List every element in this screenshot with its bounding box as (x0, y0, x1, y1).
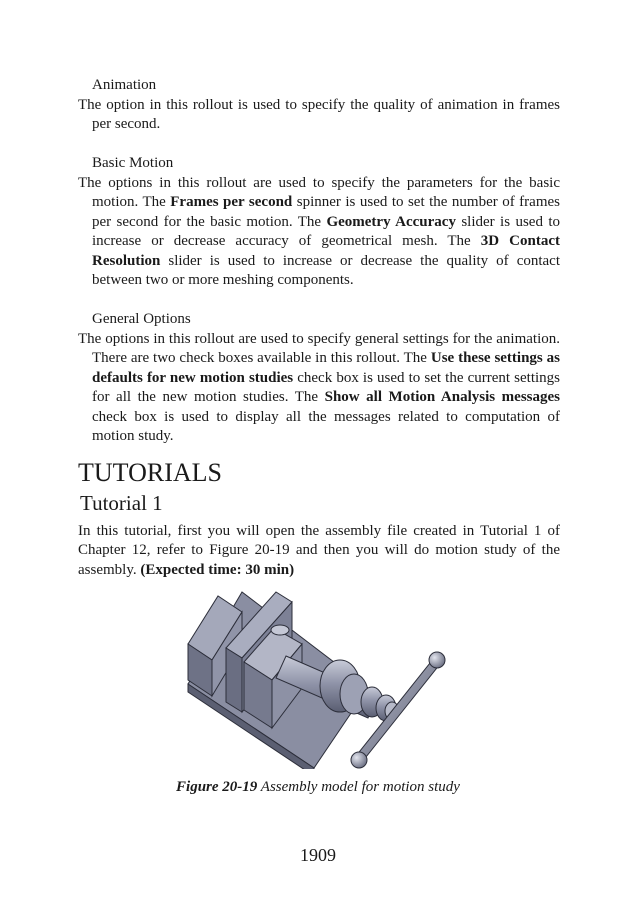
frames-per-second-term: Frames per second (170, 194, 293, 210)
basic-motion-heading: Basic Motion (92, 155, 174, 171)
figure-caption: Figure 20-19 Assembly model for motion study (176, 779, 460, 795)
use-defaults-term: Use these settings as defaults for new motion studies (92, 350, 560, 386)
tutorial-intro: In this tutorial, first you will open the assembly file created in Tutorial 1 of Chapter 12, refer to Figure 20-19 and then you will do motion study of the assembly. (Expected time: 30 min) (78, 522, 560, 578)
show-messages-term: Show all Motion Analysis messages (324, 389, 560, 405)
page-number: 1909 (300, 845, 336, 865)
basic-motion-text: The options in this rollout are used to specify the parameters for the basic motion. The Frames per second spinner is used to set the number of frames per second for the basic motion. The Geometry Accuracy slider is used to increase or decrease accuracy of geometrical mesh. The 3D Contact Resolution slider is used to increase or decrease the quality of contact between two or more meshing components. (78, 174, 560, 288)
page-content (78, 76, 560, 580)
contact-resolution-term: 3D Contact Resolution (92, 233, 560, 269)
tutorials-heading: TUTORIALS (78, 457, 222, 487)
figure-label: Figure 20-19 (176, 779, 258, 795)
assembly-vise-illustration (182, 584, 452, 769)
tutorial-1-title: Tutorial 1 (80, 490, 163, 515)
geometry-accuracy-term: Geometry Accuracy (326, 213, 456, 230)
general-options-heading: General Options (92, 311, 191, 327)
animation-text: The option in this rollout is used to specify the quality of animation in frames per second. (78, 96, 560, 132)
animation-heading: Animation (92, 77, 157, 93)
general-options-text: The options in this rollout are used to specify general settings for the animation. There are two check boxes available in this rollout. The Use these settings as defaults for new motion studies check box is used to set the current settings for all the new motion studies. The Show all Motion Analysis messages check box is used to display all the messages related to computation of motion study. (78, 330, 560, 444)
expected-time: (Expected time: 30 min) (140, 561, 295, 578)
